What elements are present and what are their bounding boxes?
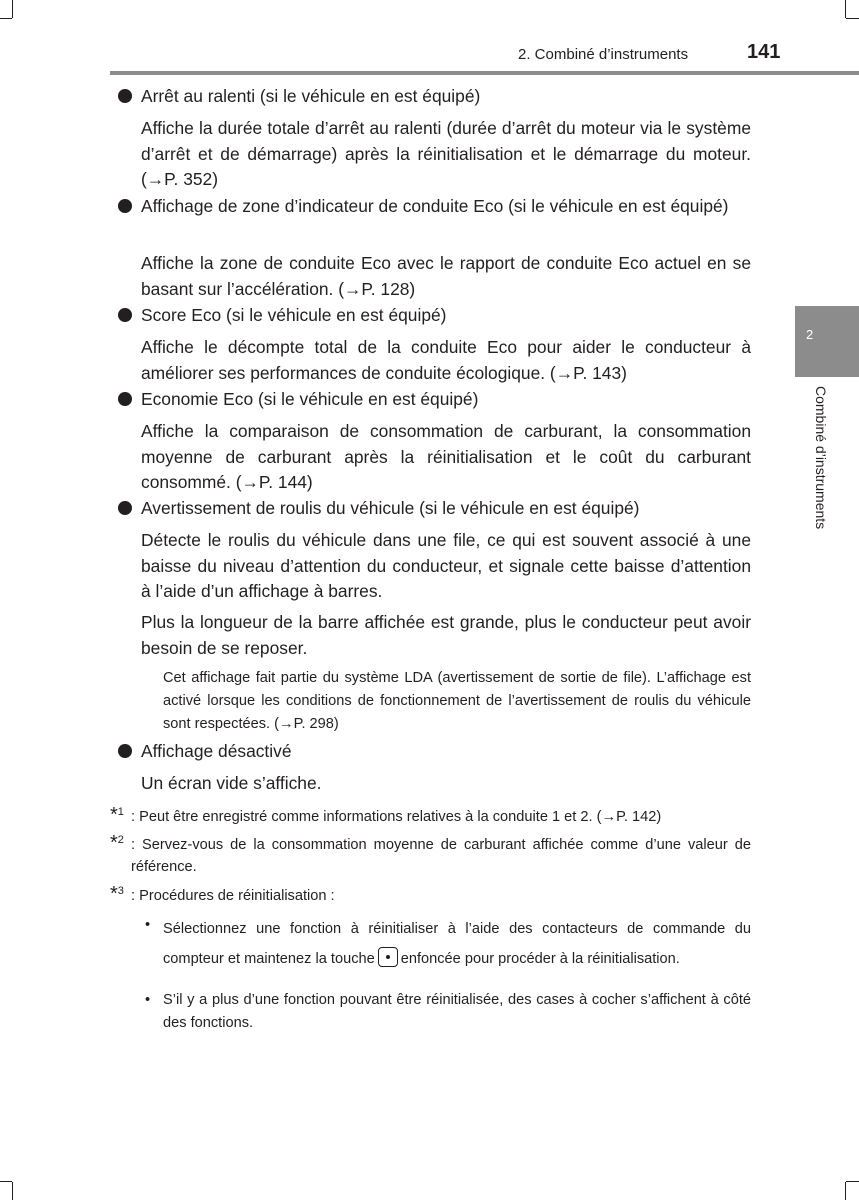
crop-mark — [846, 1181, 859, 1182]
list-item-body: Affiche la durée totale d’arrêt au ralenti (durée d’arrêt du moteur via le système d’arrêt et de démarrage) après la réinitialisation et le démarrage du moteur. (→P. 352) — [141, 118, 751, 189]
crop-mark — [12, 0, 13, 18]
footnote: *$^1$ : Peut être enregistré comme informations relatives à la conduite 1 et 2. (→P. 142) — [110, 804, 662, 826]
chapter-tab — [795, 306, 859, 377]
bullet-icon — [118, 744, 132, 758]
bullet-icon — [118, 308, 132, 322]
chapter-number: 2 — [806, 327, 814, 342]
page-number: 141 — [747, 41, 781, 63]
enter-button-icon — [378, 947, 398, 967]
list-item-body: Affiche le décompte total de la conduite Eco pour aider le conducteur à améliorer ses performances de conduite écologique. (→P. 143) — [141, 337, 751, 383]
sub-list-item: • Sélectionnez une fonction à réinitialiser à l’aide des contacteurs de commande du compteur et maintenez la touche enfoncée pour procéder à la réinitialisation. — [145, 917, 751, 967]
bullet-icon — [118, 392, 132, 406]
crop-mark — [0, 18, 12, 19]
chapter-title: Combiné d’instruments — [813, 386, 829, 530]
footnote: *$^2$ : Servez-vous de la consommation moyenne de carburant affichée comme d’une valeur de référence. — [110, 832, 751, 875]
header-rule — [110, 71, 859, 75]
sub-list-item: • S’il y a plus d’une fonction pouvant être réinitialisée, des cases à cocher s’affichent à côté des fonctions. — [145, 992, 751, 1031]
crop-mark — [0, 1181, 12, 1182]
crop-mark — [846, 18, 859, 19]
crop-mark — [845, 0, 846, 18]
crop-mark — [12, 1182, 13, 1200]
list-item-body: Détecte le roulis du véhicule dans une file, ce qui est souvent associé à une baisse du niveau d’attention du conducteur, et signale cette baisse d’attention à l’aide d’un affichage à barres. — [141, 530, 751, 601]
section-title: 2. Combiné d’instruments — [518, 46, 689, 63]
bullet-icon — [118, 199, 132, 213]
crop-mark — [845, 1182, 846, 1200]
list-item-body: Affiche la zone de conduite Eco avec le rapport de conduite Eco actuel en se basant sur l’accélération. (→P. 128) — [141, 253, 751, 299]
bullet-icon — [118, 501, 132, 515]
footnote: *$^3$ : Procédures de réinitialisation : — [110, 883, 335, 905]
bullet-icon — [118, 89, 132, 103]
list-item-note: Cet affichage fait partie du système LDA (avertissement de sortie de file). L’affichage est activé lorsque les conditions de fonctionnement de l’avertissement de roulis du véhicule sont respectées. (→P. 298) — [163, 670, 751, 732]
list-item-body: Plus la longueur de la barre affichée est grande, plus le conducteur peut avoir besoin de se reposer. — [141, 612, 751, 658]
list-item-body: Affiche la comparaison de consommation de carburant, la consommation moyenne de carburant après la réinitialisation et le coût du carburant consommé. (→P. 144) — [141, 421, 751, 492]
list-item-body: Un écran vide s’affiche. — [141, 773, 322, 793]
